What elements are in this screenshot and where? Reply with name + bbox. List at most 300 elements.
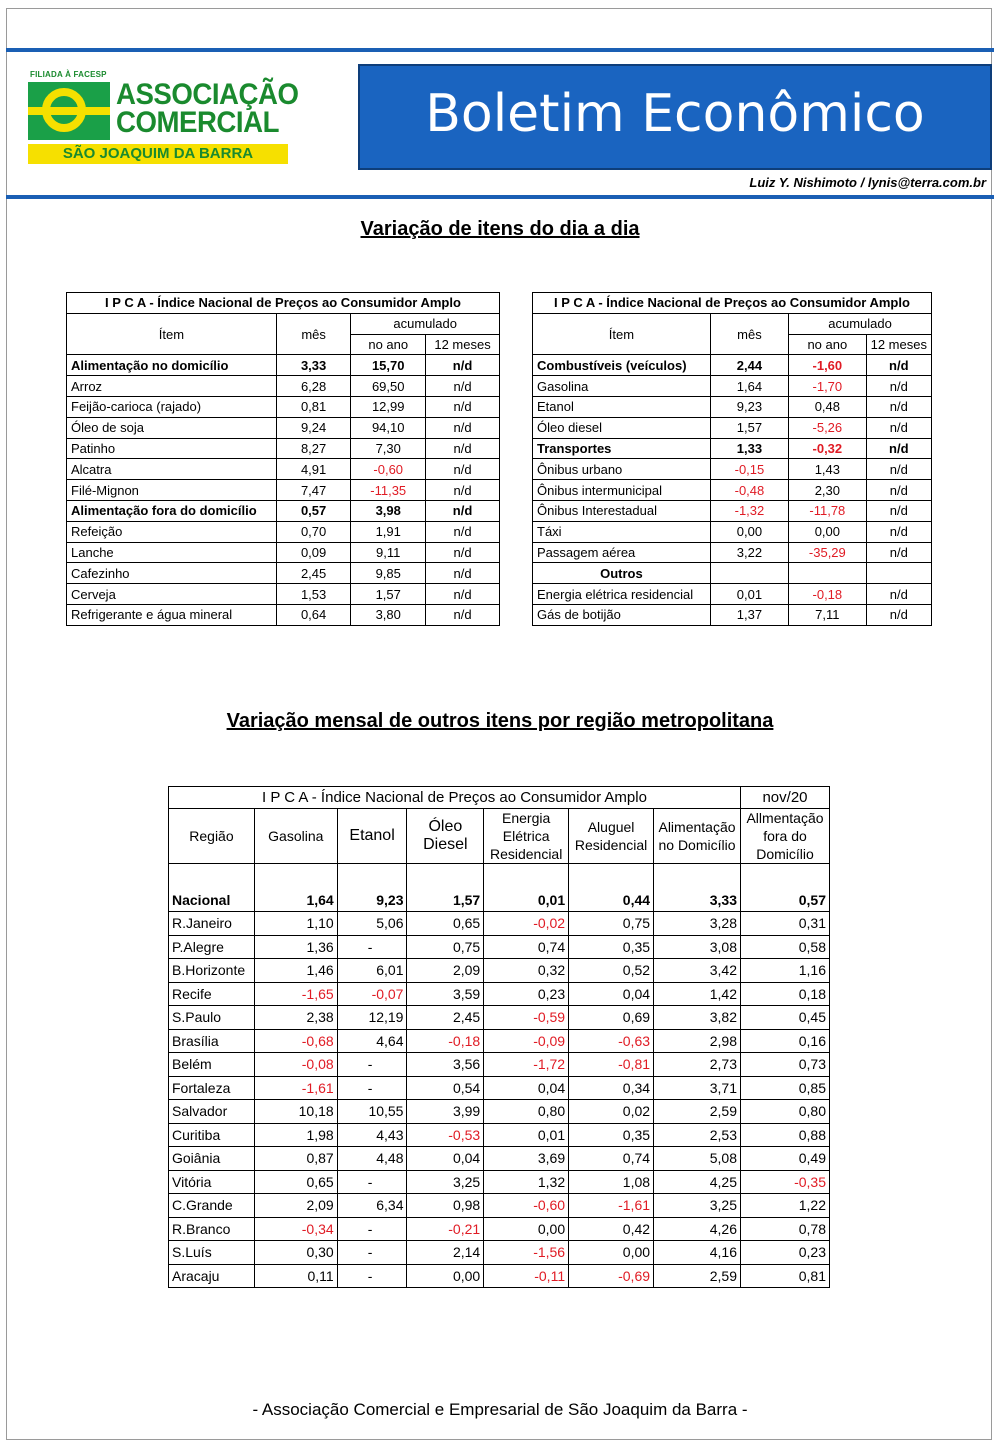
month-value: 2,44: [710, 355, 788, 376]
item-label: Filé-Mignon: [67, 480, 277, 501]
table-row: [67, 521, 500, 542]
region-value: 0,04: [569, 982, 654, 1006]
region-value: 1,16: [740, 959, 829, 983]
region-value: 1,32: [484, 1170, 569, 1194]
region-value: -0,18: [407, 1029, 484, 1053]
region-value: -1,61: [569, 1194, 654, 1218]
region-name: Salvador: [169, 1100, 255, 1124]
region-value: 4,43: [337, 1123, 407, 1147]
table-row: [533, 376, 932, 397]
region-name: B.Horizonte: [169, 959, 255, 983]
region-value: 0,04: [407, 1147, 484, 1171]
logo-affiliation: FILIADA À FACESP: [30, 70, 107, 79]
table-title: I P C A - Índice Nacional de Preços ao Consumidor Amplo: [533, 293, 932, 314]
table-row: [67, 459, 500, 480]
region-row: [169, 1076, 830, 1100]
header-accumulated: acumulado: [789, 313, 932, 334]
header-accumulated: acumulado: [351, 313, 500, 334]
region-value: -0,07: [337, 982, 407, 1006]
year-value: -11,35: [351, 480, 426, 501]
region-value: 0,85: [740, 1076, 829, 1100]
year-value: -5,26: [789, 417, 867, 438]
month-value: 3,33: [276, 355, 351, 376]
region-value: -0,63: [569, 1029, 654, 1053]
table-title: I P C A - Índice Nacional de Preços ao Consumidor Amplo: [67, 293, 500, 314]
item-label: Refeição: [67, 521, 277, 542]
region-value: 0,35: [569, 1123, 654, 1147]
top-rule: [6, 48, 994, 52]
region-row: [169, 1194, 830, 1218]
year-value: 7,30: [351, 438, 426, 459]
month-value: 0,81: [276, 396, 351, 417]
year-value: 3,80: [351, 604, 426, 625]
region-value: 0,23: [740, 1241, 829, 1265]
region-value: 0,34: [569, 1076, 654, 1100]
item-label: Óleo de soja: [67, 417, 277, 438]
region-value: 3,08: [654, 935, 741, 959]
region-value: -: [337, 1053, 407, 1077]
item-label: Alimentação no domicílio: [67, 355, 277, 376]
month-value: 2,45: [276, 563, 351, 584]
region-name: Nacional: [169, 864, 255, 912]
region-row: [169, 912, 830, 936]
region-value: 0,65: [254, 1170, 337, 1194]
region-value: 0,73: [740, 1053, 829, 1077]
region-value: 0,80: [484, 1100, 569, 1124]
month-value: 1,57: [710, 417, 788, 438]
region-value: 4,48: [337, 1147, 407, 1171]
region-value: -0,35: [740, 1170, 829, 1194]
year-value: 12,99: [351, 396, 426, 417]
month-value: -0,48: [710, 480, 788, 501]
item-label: Energia elétrica residencial: [533, 584, 711, 605]
year-value: 69,50: [351, 376, 426, 397]
month-value: 0,57: [276, 500, 351, 521]
region-value: -0,09: [484, 1029, 569, 1053]
region-value: 5,06: [337, 912, 407, 936]
region-value: 1,98: [254, 1123, 337, 1147]
12months-value: n/d: [426, 355, 500, 376]
12months-value: n/d: [426, 438, 500, 459]
header-diesel: Óleo Diesel: [407, 809, 484, 864]
month-value: -1,32: [710, 500, 788, 521]
header-rule: [6, 195, 994, 199]
table-row: [533, 500, 932, 521]
region-name: Belém: [169, 1053, 255, 1077]
region-name: Vitória: [169, 1170, 255, 1194]
region-value: -: [337, 1170, 407, 1194]
table-row: [67, 355, 500, 376]
header-year: no ano: [789, 334, 867, 355]
region-value: 5,08: [654, 1147, 741, 1171]
year-value: -35,29: [789, 542, 867, 563]
region-name: Recife: [169, 982, 255, 1006]
header-year: no ano: [351, 334, 426, 355]
region-value: 0,02: [569, 1100, 654, 1124]
item-label: Passagem aérea: [533, 542, 711, 563]
region-value: 4,16: [654, 1241, 741, 1265]
region-value: -0,69: [569, 1264, 654, 1288]
region-value: 0,23: [484, 982, 569, 1006]
region-value: 1,57: [407, 864, 484, 912]
table-row: [67, 542, 500, 563]
year-value: 9,11: [351, 542, 426, 563]
region-value: 2,14: [407, 1241, 484, 1265]
table-row: [533, 584, 932, 605]
region-value: 0,75: [407, 935, 484, 959]
header-month: mês: [276, 313, 351, 355]
12months-value: n/d: [426, 542, 500, 563]
table-row: [67, 438, 500, 459]
header-12months: 12 meses: [866, 334, 931, 355]
month-value: 9,24: [276, 417, 351, 438]
header-region: Região: [169, 809, 255, 864]
region-value: 3,59: [407, 982, 484, 1006]
region-value: 3,42: [654, 959, 741, 983]
month-value: 0,09: [276, 542, 351, 563]
region-value: 3,99: [407, 1100, 484, 1124]
region-value: 1,10: [254, 912, 337, 936]
region-value: 0,44: [569, 864, 654, 912]
region-value: 6,34: [337, 1194, 407, 1218]
header-item: Ítem: [67, 313, 277, 355]
month-value: 0,70: [276, 521, 351, 542]
region-value: 0,65: [407, 912, 484, 936]
region-value: -: [337, 1264, 407, 1288]
item-label: Arroz: [67, 376, 277, 397]
association-logo: [28, 70, 299, 166]
region-value: 0,58: [740, 935, 829, 959]
12months-value: n/d: [426, 500, 500, 521]
12months-value: n/d: [426, 396, 500, 417]
region-name: Fortaleza: [169, 1076, 255, 1100]
region-name: P.Alegre: [169, 935, 255, 959]
month-value: 0,01: [710, 584, 788, 605]
region-row: [169, 1123, 830, 1147]
region-row: [169, 1006, 830, 1030]
region-value: 0,04: [484, 1076, 569, 1100]
region-value: 12,19: [337, 1006, 407, 1030]
year-value: 1,91: [351, 521, 426, 542]
region-value: 0,42: [569, 1217, 654, 1241]
region-value: 0,98: [407, 1194, 484, 1218]
region-value: 3,82: [654, 1006, 741, 1030]
year-value: 3,98: [351, 500, 426, 521]
region-value: -0,60: [484, 1194, 569, 1218]
table-row: [533, 521, 932, 542]
region-value: 0,80: [740, 1100, 829, 1124]
region-value: -: [337, 1241, 407, 1265]
region-name: Goiânia: [169, 1147, 255, 1171]
year-value: -1,70: [789, 376, 867, 397]
empty-cell: [789, 563, 867, 584]
region-row: [169, 959, 830, 983]
region-value: 9,23: [337, 864, 407, 912]
region-value: 3,33: [654, 864, 741, 912]
region-row: [169, 1241, 830, 1265]
region-value: 2,09: [254, 1194, 337, 1218]
12months-value: n/d: [866, 542, 931, 563]
12months-value: n/d: [866, 480, 931, 501]
region-value: 0,88: [740, 1123, 829, 1147]
12months-value: n/d: [866, 355, 931, 376]
region-table-body: [169, 864, 830, 1288]
empty-cell: [866, 563, 931, 584]
region-value: 4,26: [654, 1217, 741, 1241]
item-label: Etanol: [533, 396, 711, 417]
item-label: Cerveja: [67, 584, 277, 605]
region-name: Curitiba: [169, 1123, 255, 1147]
12months-value: n/d: [426, 417, 500, 438]
region-value: -1,56: [484, 1241, 569, 1265]
bulletin-title: Boletim Econômico: [425, 84, 925, 144]
year-value: 0,00: [789, 521, 867, 542]
national-row: [169, 864, 830, 912]
item-label: Patinho: [67, 438, 277, 459]
region-value: 3,25: [407, 1170, 484, 1194]
month-value: 0,64: [276, 604, 351, 625]
region-name: Brasília: [169, 1029, 255, 1053]
region-value: 0,57: [740, 864, 829, 912]
region-value: 1,08: [569, 1170, 654, 1194]
logo-emblem-icon: [28, 82, 110, 140]
year-value: 0,48: [789, 396, 867, 417]
region-value: -: [337, 1217, 407, 1241]
region-value: -0,02: [484, 912, 569, 936]
table-row: [67, 417, 500, 438]
region-value: -1,65: [254, 982, 337, 1006]
header-rent: Aluguel Residencial: [569, 809, 654, 864]
year-value: 9,85: [351, 563, 426, 584]
region-value: 0,74: [484, 935, 569, 959]
table-row: [67, 584, 500, 605]
item-label: Cafezinho: [67, 563, 277, 584]
item-label: Ônibus urbano: [533, 459, 711, 480]
region-value: 1,64: [254, 864, 337, 912]
month-value: 6,28: [276, 376, 351, 397]
month-value: 1,37: [710, 604, 788, 625]
region-name: S.Luís: [169, 1241, 255, 1265]
12months-value: n/d: [866, 376, 931, 397]
year-value: 1,43: [789, 459, 867, 480]
region-value: 0,18: [740, 982, 829, 1006]
region-value: -: [337, 1076, 407, 1100]
region-value: 0,00: [484, 1217, 569, 1241]
item-label: Refrigerante e água mineral: [67, 604, 277, 625]
region-value: 0,01: [484, 1123, 569, 1147]
table-row: [533, 604, 932, 625]
logo-city-band: SÃO JOAQUIM DA BARRA: [28, 144, 288, 164]
month-value: 1,53: [276, 584, 351, 605]
item-label: Combustíveis (veículos): [533, 355, 711, 376]
item-label: Ônibus intermunicipal: [533, 480, 711, 501]
region-table-title: I P C A - Índice Nacional de Preços ao Consumidor Amplo: [169, 787, 741, 809]
table-row: [533, 542, 932, 563]
month-value: 7,47: [276, 480, 351, 501]
table-row: [533, 480, 932, 501]
region-name: Aracaju: [169, 1264, 255, 1288]
month-value: 1,64: [710, 376, 788, 397]
region-value: 2,73: [654, 1053, 741, 1077]
ipca-table-transport: [532, 292, 932, 626]
12months-value: n/d: [426, 376, 500, 397]
region-header-row: [169, 809, 830, 864]
region-value: 2,38: [254, 1006, 337, 1030]
region-value: 0,01: [484, 864, 569, 912]
header-gasoline: Gasolina: [254, 809, 337, 864]
item-label: Transportes: [533, 438, 711, 459]
region-value: 2,53: [654, 1123, 741, 1147]
region-value: 0,45: [740, 1006, 829, 1030]
region-value: 0,87: [254, 1147, 337, 1171]
region-value: -0,81: [569, 1053, 654, 1077]
region-value: 4,25: [654, 1170, 741, 1194]
region-value: -0,11: [484, 1264, 569, 1288]
table-row: [67, 480, 500, 501]
region-value: 3,71: [654, 1076, 741, 1100]
year-value: -0,60: [351, 459, 426, 480]
region-row: [169, 1170, 830, 1194]
month-value: 4,91: [276, 459, 351, 480]
empty-cell: [710, 563, 788, 584]
12months-value: n/d: [426, 584, 500, 605]
region-value: 3,25: [654, 1194, 741, 1218]
region-value: 10,18: [254, 1100, 337, 1124]
month-value: -0,15: [710, 459, 788, 480]
12months-value: n/d: [866, 521, 931, 542]
ipca-table-food: [66, 292, 500, 626]
table-row: [67, 500, 500, 521]
region-row: [169, 1264, 830, 1288]
month-value: 3,22: [710, 542, 788, 563]
bulletin-banner: [358, 64, 992, 170]
region-value: 6,01: [337, 959, 407, 983]
month-value: 8,27: [276, 438, 351, 459]
year-value: -0,18: [789, 584, 867, 605]
header-food-out: Allmentação fora do Domicílio: [740, 809, 829, 864]
year-value: 7,11: [789, 604, 867, 625]
year-value: 94,10: [351, 417, 426, 438]
year-value: -1,60: [789, 355, 867, 376]
period-label: nov/20: [740, 787, 829, 809]
footer-text: - Associação Comercial e Empresarial de São Joaquim da Barra -: [252, 1400, 748, 1419]
header-electricity: Energia Elétrica Residencial: [484, 809, 569, 864]
month-value: 1,33: [710, 438, 788, 459]
header-ethanol: Etanol: [337, 809, 407, 864]
header-month: mês: [710, 313, 788, 355]
table-row: [67, 396, 500, 417]
region-value: 0,35: [569, 935, 654, 959]
ipca-region-table: [168, 786, 830, 1288]
12months-value: n/d: [426, 480, 500, 501]
region-value: 0,00: [569, 1241, 654, 1265]
region-value: 4,64: [337, 1029, 407, 1053]
table-row: [533, 355, 932, 376]
section-title-daily: Variação de itens do dia a dia: [360, 218, 640, 240]
region-value: -0,21: [407, 1217, 484, 1241]
logo-line1: ASSOCIAÇÃO: [116, 78, 299, 111]
region-row: [169, 982, 830, 1006]
year-value: -0,32: [789, 438, 867, 459]
year-value: 15,70: [351, 355, 426, 376]
12months-value: n/d: [426, 521, 500, 542]
item-label: Óleo diesel: [533, 417, 711, 438]
item-label: Lanche: [67, 542, 277, 563]
year-value: 2,30: [789, 480, 867, 501]
region-value: 0,78: [740, 1217, 829, 1241]
region-value: 0,75: [569, 912, 654, 936]
region-value: 0,81: [740, 1264, 829, 1288]
region-value: 10,55: [337, 1100, 407, 1124]
12months-value: n/d: [866, 438, 931, 459]
header-food-home: Alimentação no Domicílio: [654, 809, 741, 864]
region-value: 1,36: [254, 935, 337, 959]
region-row: [169, 935, 830, 959]
table-row: [533, 417, 932, 438]
region-value: -0,68: [254, 1029, 337, 1053]
item-label: Táxi: [533, 521, 711, 542]
region-value: 1,42: [654, 982, 741, 1006]
region-value: 2,59: [654, 1264, 741, 1288]
region-value: 1,46: [254, 959, 337, 983]
region-value: -0,34: [254, 1217, 337, 1241]
region-value: 0,49: [740, 1147, 829, 1171]
12months-value: n/d: [426, 604, 500, 625]
region-value: 0,00: [407, 1264, 484, 1288]
region-value: 0,30: [254, 1241, 337, 1265]
region-value: 2,09: [407, 959, 484, 983]
12months-value: n/d: [866, 584, 931, 605]
12months-value: n/d: [866, 396, 931, 417]
12months-value: n/d: [866, 500, 931, 521]
table-row: [67, 604, 500, 625]
region-value: 0,54: [407, 1076, 484, 1100]
12months-value: n/d: [866, 459, 931, 480]
header-12months: 12 meses: [426, 334, 500, 355]
region-value: -1,72: [484, 1053, 569, 1077]
region-row: [169, 1100, 830, 1124]
region-value: 2,98: [654, 1029, 741, 1053]
region-value: 0,69: [569, 1006, 654, 1030]
12months-value: n/d: [426, 563, 500, 584]
region-row: [169, 1053, 830, 1077]
region-value: -0,53: [407, 1123, 484, 1147]
region-name: R.Branco: [169, 1217, 255, 1241]
table-row: [533, 438, 932, 459]
region-row: [169, 1029, 830, 1053]
table-row: [533, 563, 932, 584]
region-value: 0,16: [740, 1029, 829, 1053]
header-item: Ítem: [533, 313, 711, 355]
12months-value: n/d: [866, 417, 931, 438]
year-value: 1,57: [351, 584, 426, 605]
region-value: -0,59: [484, 1006, 569, 1030]
logo-line2: COMERCIAL: [116, 106, 279, 139]
region-value: 0,11: [254, 1264, 337, 1288]
section-label: Outros: [533, 563, 711, 584]
12months-value: n/d: [866, 604, 931, 625]
item-label: Alimentação fora do domicílio: [67, 500, 277, 521]
table-row: [533, 396, 932, 417]
region-name: S.Paulo: [169, 1006, 255, 1030]
region-value: 0,31: [740, 912, 829, 936]
month-value: 9,23: [710, 396, 788, 417]
region-value: -: [337, 935, 407, 959]
region-value: 0,32: [484, 959, 569, 983]
item-label: Alcatra: [67, 459, 277, 480]
item-label: Gasolina: [533, 376, 711, 397]
table-row: [533, 459, 932, 480]
